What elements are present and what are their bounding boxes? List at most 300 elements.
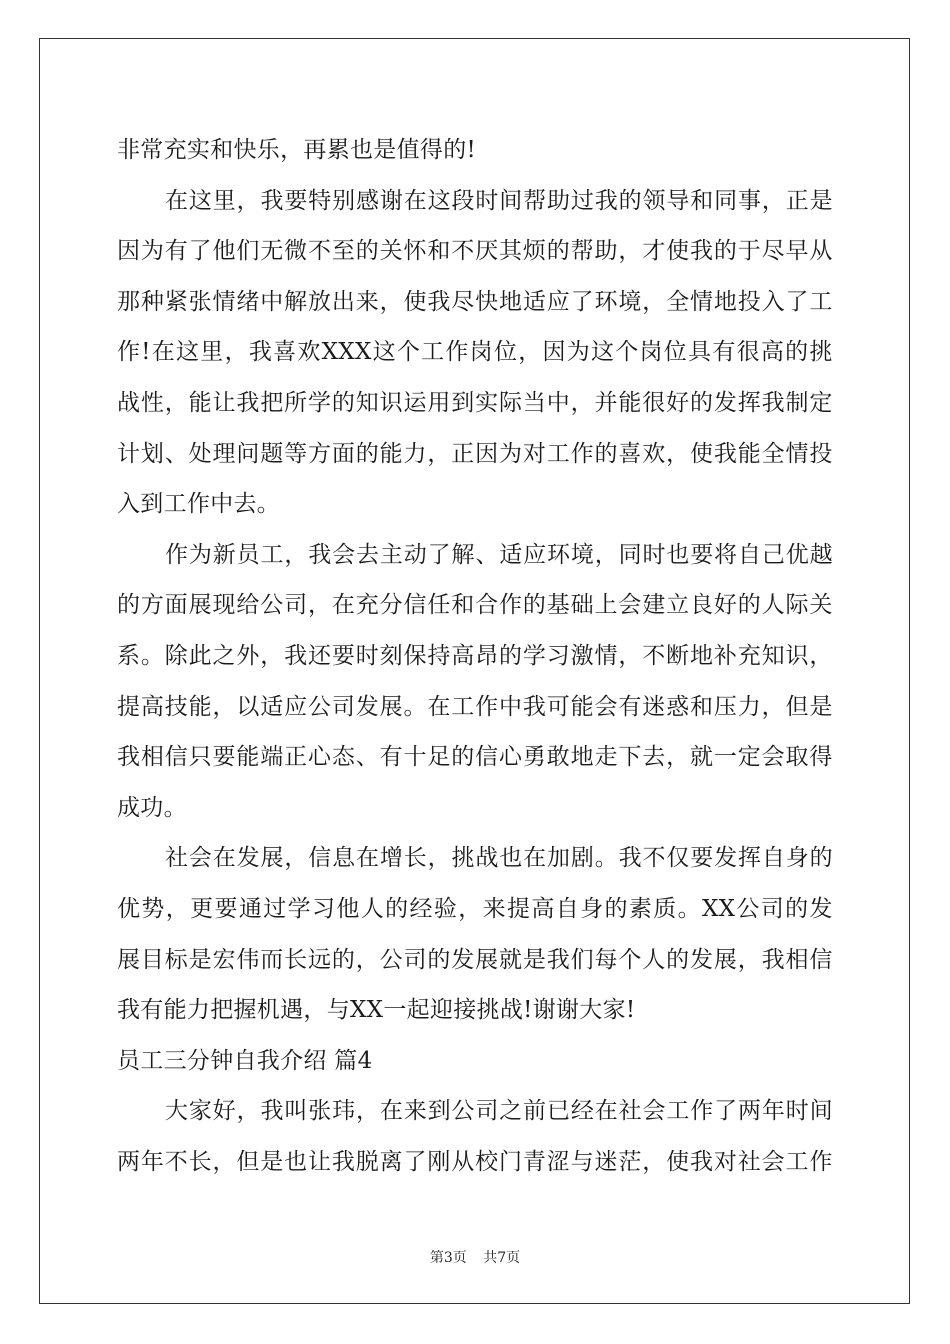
glyph: 长 bbox=[284, 946, 308, 973]
glyph: 的 bbox=[546, 238, 571, 265]
glyph: 基 bbox=[546, 592, 571, 619]
glyph: 来 bbox=[482, 895, 506, 922]
glyph: 除 bbox=[164, 642, 189, 669]
glyph: 我 bbox=[331, 1148, 356, 1175]
glyph: 学 bbox=[287, 895, 311, 922]
glyph: ， bbox=[427, 845, 451, 872]
glyph: 我 bbox=[308, 541, 332, 568]
glyph: 紧 bbox=[164, 288, 189, 315]
glyph: 运 bbox=[403, 389, 427, 416]
glyph: 的 bbox=[785, 339, 809, 366]
text-line bbox=[117, 1137, 833, 1188]
glyph: 但 bbox=[785, 693, 809, 720]
glyph: ， bbox=[236, 187, 260, 214]
glyph: 前 bbox=[523, 1098, 547, 1125]
glyph: 、 bbox=[355, 744, 380, 771]
glyph: 能 bbox=[570, 693, 594, 720]
glyph: 学 bbox=[522, 642, 547, 669]
glyph: 应 bbox=[284, 693, 308, 720]
glyph: 他 bbox=[336, 895, 360, 922]
glyph: 外 bbox=[236, 642, 260, 669]
glyph: 公 bbox=[379, 946, 403, 973]
text-line: 成功。 bbox=[117, 794, 187, 821]
glyph: 青 bbox=[522, 1148, 547, 1175]
glyph: 正 bbox=[451, 440, 475, 467]
glyph: 喜 bbox=[273, 339, 297, 366]
glyph: 挥 bbox=[738, 845, 762, 872]
glyph: ， bbox=[260, 642, 284, 669]
glyph: 应 bbox=[546, 288, 571, 315]
glyph: 和 bbox=[427, 238, 451, 265]
glyph: 工 bbox=[546, 440, 571, 467]
glyph: 个 bbox=[615, 339, 639, 366]
glyph: 导 bbox=[666, 187, 690, 214]
glyph: 让 bbox=[308, 1148, 332, 1175]
glyph: 怀 bbox=[403, 238, 427, 265]
glyph: 时 bbox=[785, 1098, 810, 1125]
glyph: 将 bbox=[714, 541, 738, 568]
glyph: 我 bbox=[522, 693, 547, 720]
text-line bbox=[117, 176, 833, 227]
glyph: 、 bbox=[475, 541, 499, 568]
glyph: 之 bbox=[499, 1098, 523, 1125]
glyph: 合 bbox=[475, 592, 499, 619]
glyph: 势 bbox=[141, 895, 165, 922]
glyph: 我 bbox=[761, 946, 785, 973]
glyph: 建 bbox=[642, 592, 666, 619]
glyph: 的 bbox=[809, 845, 833, 872]
glyph: 大 bbox=[165, 1098, 189, 1125]
glyph: 不 bbox=[308, 238, 332, 265]
glyph: 使 bbox=[666, 1148, 690, 1175]
glyph: 宏 bbox=[212, 946, 236, 973]
glyph: ， bbox=[666, 440, 690, 467]
glyph: 涩 bbox=[546, 1148, 571, 1175]
glyph: 我 bbox=[260, 1098, 284, 1125]
glyph: ， bbox=[642, 1148, 666, 1175]
glyph: 信 bbox=[809, 946, 833, 973]
glyph: 他 bbox=[212, 238, 236, 265]
glyph: 在 bbox=[523, 845, 547, 872]
glyph: 信 bbox=[475, 744, 499, 771]
glyph: 时 bbox=[642, 541, 666, 568]
glyph: 我 bbox=[690, 1148, 714, 1175]
glyph: 处 bbox=[188, 440, 212, 467]
glyph: 能 bbox=[188, 389, 212, 416]
glyph: 的 bbox=[690, 389, 714, 416]
glyph: 能 bbox=[379, 440, 403, 467]
glyph: 欢 bbox=[297, 339, 321, 366]
glyph: ， bbox=[642, 288, 666, 315]
glyph: 优 bbox=[117, 895, 141, 922]
glyph: 提 bbox=[117, 693, 141, 720]
glyph: 中 bbox=[260, 288, 284, 315]
glyph: 和 bbox=[690, 187, 714, 214]
glyph: 社 bbox=[737, 1148, 762, 1175]
glyph: 但 bbox=[236, 1148, 260, 1175]
glyph: 展 bbox=[260, 845, 284, 872]
glyph: 同 bbox=[714, 187, 738, 214]
text-line bbox=[117, 277, 833, 328]
glyph: 走 bbox=[594, 744, 618, 771]
glyph: 能 bbox=[188, 693, 212, 720]
glyph: ， bbox=[212, 693, 236, 720]
glyph: 我 bbox=[618, 845, 642, 872]
glyph: 好 bbox=[666, 389, 690, 416]
glyph: 从 bbox=[809, 238, 833, 265]
glyph: 挥 bbox=[737, 389, 762, 416]
glyph: 人 bbox=[360, 895, 385, 922]
glyph: 理 bbox=[212, 440, 236, 467]
glyph: 了 bbox=[403, 1148, 427, 1175]
glyph: 就 bbox=[690, 744, 714, 771]
glyph: 的 bbox=[785, 895, 809, 922]
glyph: 特 bbox=[308, 187, 332, 214]
document-body bbox=[117, 125, 833, 1187]
glyph: 的 bbox=[737, 592, 762, 619]
glyph: 放 bbox=[308, 288, 332, 315]
text-line bbox=[117, 935, 833, 986]
glyph: 的 bbox=[666, 946, 690, 973]
page-total: 共7页 bbox=[483, 1250, 521, 1266]
glyph: 员 bbox=[236, 541, 260, 568]
glyph: 的 bbox=[331, 946, 356, 973]
glyph: 帮 bbox=[570, 238, 594, 265]
glyph: 为 bbox=[188, 541, 213, 568]
glyph: 适 bbox=[499, 541, 523, 568]
glyph: 有 bbox=[712, 339, 736, 366]
glyph: 正 bbox=[284, 744, 308, 771]
glyph: 通 bbox=[238, 895, 263, 922]
glyph: 主 bbox=[379, 541, 404, 568]
glyph: 家 bbox=[188, 1098, 213, 1125]
glyph: 我 bbox=[248, 339, 273, 366]
glyph: 而 bbox=[260, 946, 284, 973]
glyph: 领 bbox=[642, 187, 666, 214]
glyph: 在 bbox=[403, 187, 428, 214]
glyph: 会 bbox=[618, 592, 642, 619]
glyph: 战 bbox=[117, 389, 141, 416]
glyph: 地 bbox=[499, 288, 523, 315]
glyph: 人 bbox=[761, 592, 785, 619]
glyph: 公 bbox=[451, 1098, 475, 1125]
glyph: 作 bbox=[445, 339, 469, 366]
glyph: 正 bbox=[785, 187, 810, 214]
glyph: ， bbox=[666, 744, 690, 771]
glyph: 好 bbox=[212, 1098, 237, 1125]
glyph: 事 bbox=[738, 187, 762, 214]
text-line: 我有能力把握机遇，与XX一起迎接挑战!谢谢大家! bbox=[117, 997, 636, 1024]
glyph: 可 bbox=[546, 693, 571, 720]
glyph: 刚 bbox=[427, 1148, 451, 1175]
glyph: 早 bbox=[785, 238, 809, 265]
glyph: ， bbox=[224, 339, 248, 366]
glyph: 刻 bbox=[379, 642, 403, 669]
glyph: 在 bbox=[379, 1098, 404, 1125]
glyph: 发 bbox=[355, 693, 380, 720]
glyph: 司 bbox=[331, 693, 356, 720]
glyph: 公 bbox=[260, 592, 284, 619]
glyph: 让 bbox=[212, 389, 236, 416]
glyph: 了 bbox=[188, 238, 212, 265]
glyph: 高 bbox=[531, 895, 555, 922]
text-line bbox=[117, 1086, 833, 1137]
glyph: 立 bbox=[666, 592, 690, 619]
glyph: 能 bbox=[737, 440, 762, 467]
glyph: 个 bbox=[396, 339, 421, 366]
glyph: 发 bbox=[451, 946, 475, 973]
text-line bbox=[117, 530, 833, 581]
glyph: 环 bbox=[547, 541, 571, 568]
glyph: 年 bbox=[140, 1148, 165, 1175]
glyph: 使 bbox=[403, 288, 427, 315]
glyph: 高 bbox=[451, 642, 475, 669]
glyph: 的 bbox=[385, 895, 409, 922]
glyph: 的 bbox=[713, 238, 738, 265]
glyph: 很 bbox=[736, 339, 760, 366]
glyph: 离 bbox=[379, 1148, 403, 1175]
glyph: 入 bbox=[761, 288, 785, 315]
glyph: 每 bbox=[594, 946, 618, 973]
glyph: 高 bbox=[760, 339, 785, 366]
glyph: 给 bbox=[236, 592, 260, 619]
glyph: 心 bbox=[308, 744, 332, 771]
glyph: 所 bbox=[284, 389, 308, 416]
glyph: 我 bbox=[546, 946, 571, 973]
glyph: 工 bbox=[666, 1098, 690, 1125]
glyph: 学 bbox=[308, 389, 332, 416]
glyph: 素 bbox=[628, 895, 653, 922]
glyph: 就 bbox=[499, 946, 523, 973]
glyph: 我 bbox=[594, 187, 619, 214]
glyph: 这 bbox=[176, 339, 200, 366]
glyph: 信 bbox=[164, 744, 189, 771]
glyph: 这 bbox=[188, 187, 213, 214]
glyph: 对 bbox=[522, 440, 547, 467]
glyph: 两 bbox=[117, 1148, 141, 1175]
glyph: 作 bbox=[809, 1148, 833, 1175]
glyph: 展 bbox=[188, 592, 212, 619]
glyph: 技 bbox=[164, 693, 189, 720]
glyph: 为 bbox=[499, 440, 523, 467]
glyph: 的 bbox=[355, 238, 380, 265]
glyph: 力 bbox=[403, 440, 427, 467]
glyph: ， bbox=[165, 895, 190, 922]
glyph: 长 bbox=[188, 1148, 212, 1175]
glyph: 尽 bbox=[761, 238, 785, 265]
glyph: 全 bbox=[761, 440, 785, 467]
glyph: 两 bbox=[738, 1098, 762, 1125]
glyph: 解 bbox=[451, 541, 475, 568]
glyph: 是 bbox=[809, 187, 833, 214]
glyph: 我 bbox=[427, 288, 451, 315]
glyph: 我 bbox=[761, 389, 785, 416]
glyph: 充 bbox=[355, 592, 380, 619]
glyph: 很 bbox=[642, 389, 666, 416]
glyph: 已 bbox=[547, 1098, 571, 1125]
text-line bbox=[117, 884, 833, 935]
glyph: 质 bbox=[653, 895, 677, 922]
glyph: 助 bbox=[547, 187, 571, 214]
text-line bbox=[117, 682, 833, 733]
glyph: 际 bbox=[499, 389, 523, 416]
glyph: 个 bbox=[618, 946, 642, 973]
glyph: 我 bbox=[284, 642, 308, 669]
glyph: 际 bbox=[785, 592, 809, 619]
glyph: 们 bbox=[236, 238, 260, 265]
glyph: 厌 bbox=[475, 238, 499, 265]
glyph: 为 bbox=[140, 238, 165, 265]
glyph: 谢 bbox=[379, 187, 404, 214]
glyph: 我 bbox=[690, 238, 714, 265]
glyph: 划 bbox=[140, 440, 165, 467]
text-line: 员工三分钟自我介绍 篇4 bbox=[117, 1047, 373, 1074]
glyph: 展 bbox=[379, 693, 403, 720]
glyph: 要 bbox=[214, 895, 238, 922]
glyph: 面 bbox=[164, 592, 189, 619]
glyph: 应 bbox=[523, 541, 547, 568]
glyph: 我 bbox=[117, 744, 141, 771]
glyph: 种 bbox=[140, 288, 165, 315]
glyph: 时 bbox=[475, 187, 499, 214]
glyph: 门 bbox=[499, 1148, 523, 1175]
text-line bbox=[117, 327, 833, 378]
glyph: 工 bbox=[451, 693, 475, 720]
glyph: 目 bbox=[140, 946, 165, 973]
glyph: 验 bbox=[433, 895, 458, 922]
glyph: 当 bbox=[522, 389, 547, 416]
glyph: 把 bbox=[260, 389, 284, 416]
glyph: 具 bbox=[688, 339, 712, 366]
glyph: 因 bbox=[117, 238, 141, 265]
glyph: ， bbox=[618, 642, 642, 669]
glyph: 上 bbox=[594, 592, 618, 619]
glyph: 在 bbox=[151, 339, 176, 366]
glyph: 了 bbox=[714, 1098, 738, 1125]
glyph: 只 bbox=[188, 744, 212, 771]
glyph: 激 bbox=[570, 642, 594, 669]
glyph: 工 bbox=[785, 1148, 809, 1175]
glyph: 定 bbox=[737, 744, 762, 771]
glyph: 张 bbox=[188, 288, 212, 315]
glyph: ， bbox=[355, 946, 380, 973]
glyph: 充 bbox=[737, 642, 762, 669]
glyph: 来 bbox=[355, 288, 380, 315]
glyph: 会 bbox=[761, 1148, 785, 1175]
glyph: 础 bbox=[570, 592, 594, 619]
glyph: 相 bbox=[140, 744, 165, 771]
glyph: ， bbox=[570, 389, 594, 416]
glyph: 岗 bbox=[469, 339, 493, 366]
glyph: 方 bbox=[140, 592, 165, 619]
glyph: 地 bbox=[713, 288, 738, 315]
glyph: 要 bbox=[690, 541, 714, 568]
glyph: 良 bbox=[690, 592, 714, 619]
glyph: 、 bbox=[164, 440, 189, 467]
glyph: 勇 bbox=[522, 744, 547, 771]
glyph: 信 bbox=[308, 845, 332, 872]
glyph: 也 bbox=[666, 541, 690, 568]
glyph: 制 bbox=[785, 389, 809, 416]
glyph: 标 bbox=[164, 946, 189, 973]
glyph: 增 bbox=[379, 845, 404, 872]
glyph: 现 bbox=[212, 592, 236, 619]
glyph: 优 bbox=[785, 541, 810, 568]
glyph: 年 bbox=[761, 1098, 786, 1125]
glyph: 至 bbox=[331, 238, 356, 265]
glyph: 伟 bbox=[236, 946, 260, 973]
glyph: 段 bbox=[451, 187, 475, 214]
glyph: 全 bbox=[666, 288, 690, 315]
glyph: 了 bbox=[427, 541, 451, 568]
glyph: ， bbox=[308, 592, 332, 619]
glyph: 了 bbox=[785, 288, 809, 315]
glyph: 要 bbox=[212, 744, 236, 771]
glyph: 张 bbox=[308, 1098, 332, 1125]
glyph: 茫 bbox=[618, 1148, 642, 1175]
glyph: 我 bbox=[236, 389, 260, 416]
glyph: 足 bbox=[427, 744, 451, 771]
glyph: 是 bbox=[260, 1148, 284, 1175]
glyph: 战 bbox=[475, 845, 499, 872]
text-line bbox=[117, 631, 833, 682]
glyph: 能 bbox=[236, 744, 260, 771]
glyph: 司 bbox=[760, 895, 785, 922]
glyph: 会 bbox=[642, 1098, 666, 1125]
glyph: 解 bbox=[284, 288, 308, 315]
glyph: 持 bbox=[427, 642, 451, 669]
glyph: 环 bbox=[594, 288, 618, 315]
glyph: ， bbox=[427, 440, 451, 467]
glyph: 越 bbox=[809, 541, 833, 568]
glyph: 投 bbox=[809, 440, 833, 467]
glyph: 长 bbox=[403, 845, 428, 872]
glyph: 地 bbox=[570, 744, 594, 771]
glyph: 同 bbox=[618, 541, 642, 568]
glyph: 工 bbox=[260, 541, 284, 568]
glyph: 微 bbox=[284, 238, 308, 265]
glyph: 社 bbox=[165, 845, 189, 872]
glyph: 适 bbox=[260, 693, 284, 720]
glyph: 提 bbox=[507, 895, 531, 922]
glyph: 我 bbox=[260, 187, 284, 214]
glyph: 烦 bbox=[522, 238, 547, 265]
glyph: 心 bbox=[499, 744, 523, 771]
glyph: 一 bbox=[713, 744, 738, 771]
glyph: 在 bbox=[594, 1098, 619, 1125]
glyph: 加 bbox=[547, 845, 571, 872]
glyph: 自 bbox=[761, 845, 786, 872]
glyph: 作 bbox=[690, 1098, 714, 1125]
glyph: 这 bbox=[372, 339, 396, 366]
glyph: XXX bbox=[321, 339, 372, 366]
glyph: 的 bbox=[331, 389, 356, 416]
glyph: 里 bbox=[200, 339, 224, 366]
glyph: 对 bbox=[713, 1148, 738, 1175]
glyph: 发 bbox=[690, 946, 714, 973]
page-number: 第3页 bbox=[429, 1250, 467, 1266]
glyph: 是 bbox=[809, 693, 833, 720]
glyph: 昂 bbox=[475, 642, 499, 669]
text-line bbox=[117, 580, 833, 631]
glyph: 。 bbox=[140, 642, 165, 669]
glyph: 系 bbox=[117, 642, 141, 669]
page-footer bbox=[0, 1247, 950, 1267]
glyph: 不 bbox=[642, 642, 666, 669]
glyph: 之 bbox=[212, 642, 236, 669]
glyph: 性 bbox=[140, 389, 165, 416]
glyph: 关 bbox=[379, 238, 403, 265]
